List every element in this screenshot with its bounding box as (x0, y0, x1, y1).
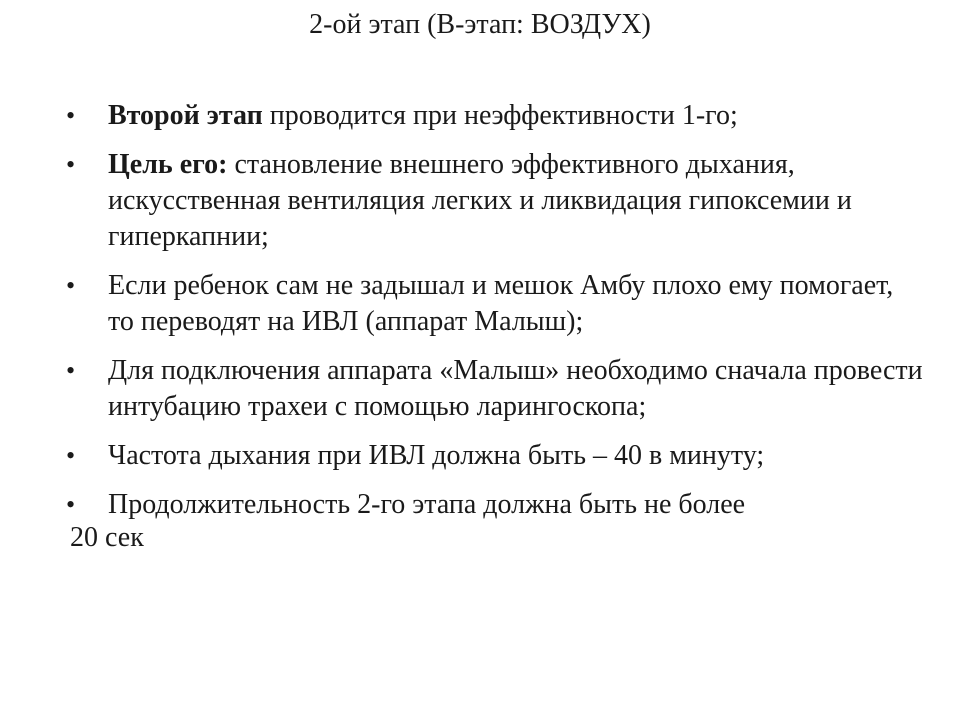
bullet-marker: • (66, 490, 76, 519)
bullet-marker: • (66, 271, 76, 300)
bullet-item-5 (66, 438, 926, 474)
bullet-text: Частота дыхания при ИВЛ должна быть – 40 в минуту; (108, 440, 765, 471)
bullet-item-2 (66, 147, 926, 255)
bullet-marker: • (66, 150, 76, 179)
bullet-item-1 (66, 98, 926, 134)
bullet-list (66, 98, 926, 536)
bullet-text: становление внешнего эффективного дыхания, искусственная вентиляция легких и ликвидация гипоксемии и гиперкапнии; (108, 149, 852, 252)
slide-title: 2-ой этап (В-этап: ВОЗДУХ) (309, 9, 651, 40)
bullet-marker: • (66, 356, 76, 385)
bullet-lead: Второй этап (108, 100, 263, 131)
bullet-text: Для подключения аппарата «Малыш» необходимо сначала провести интубацию трахеи с помощью ларингоскопа; (108, 355, 923, 422)
bullet-marker: • (66, 441, 76, 470)
bullet-item-3 (66, 268, 926, 340)
bullet-text: проводится при неэффективности 1-го; (262, 100, 738, 131)
trailing-text: 20 сек (70, 522, 144, 553)
bullet-text: Если ребенок сам не задышал и мешок Амбу плохо ему помогает, то переводят на ИВЛ (аппарат Малыш); (108, 270, 894, 337)
bullet-lead: Цель его: (108, 149, 228, 180)
bullet-marker: • (66, 101, 76, 130)
bullet-item-4 (66, 353, 926, 425)
bullet-item-6 (66, 487, 926, 523)
bullet-text: Продолжительность 2-го этапа должна быть не более (108, 489, 746, 520)
